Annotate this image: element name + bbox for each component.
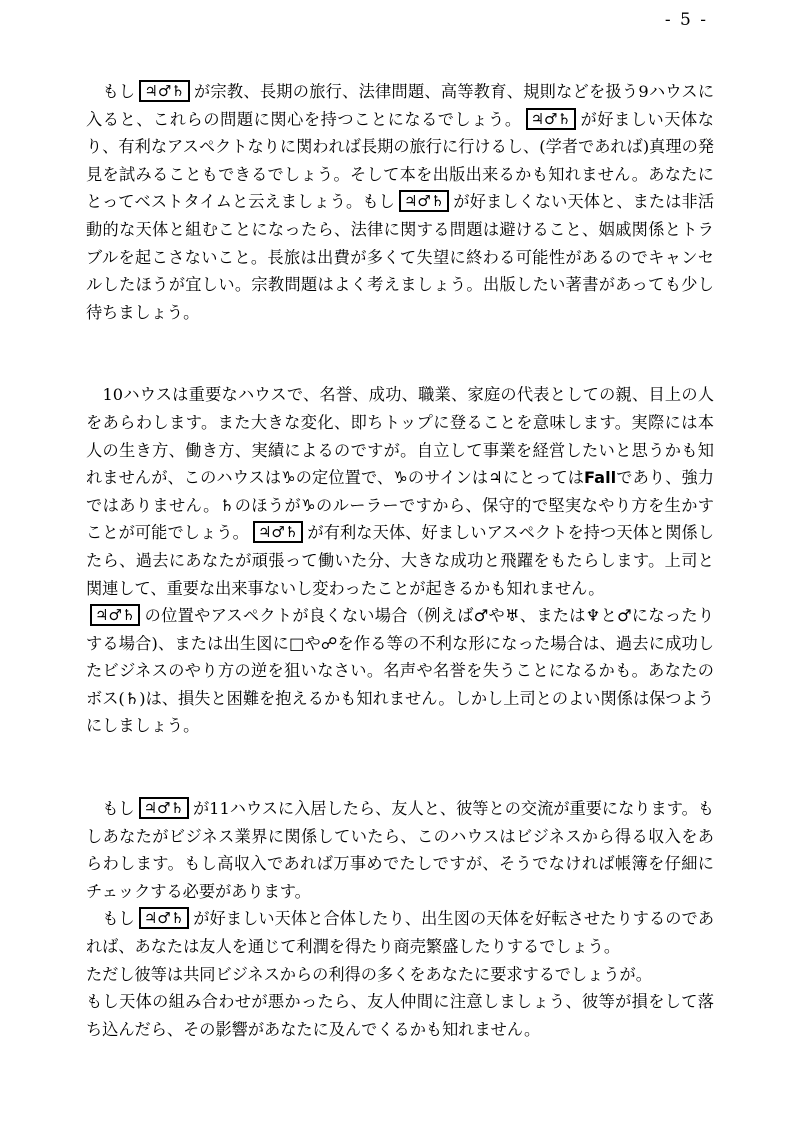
jupiter-mars-saturn-symbol-box: ♃♂♄ bbox=[139, 907, 189, 929]
paragraph-friends-profit: もし ♃♂♄ が好ましい天体と合体したり、出生図の天体を好転させたりするのであれば、あなたは友人を通じて利潤を得たり商売繁盛したりするでしょう。 bbox=[86, 909, 715, 957]
jupiter-mars-saturn-symbol-box: ♃♂♄ bbox=[526, 108, 576, 130]
uranus-icon: ♅ bbox=[505, 606, 520, 626]
capricorn-icon: ♑ bbox=[281, 468, 296, 488]
neptune-icon: ♆ bbox=[585, 606, 601, 626]
jupiter-mars-saturn-symbol-box: ♃♂♄ bbox=[139, 80, 189, 102]
paragraph-11th-house: もし ♃♂♄ が11ハウスに入居したら、友人と、彼等との交流が重要になります。もしあなたがビジネス業界に関係していたら、このハウスはビジネスから得る収入をあらわします。もし高収入であれば万事めでたしですが、そうでなければ帳簿を仔細にチェックする必要があります。 bbox=[86, 799, 714, 901]
paragraph-demand: ただし彼等は共同ビジネスからの利得の多くをあなたに要求するでしょうが。 bbox=[86, 964, 652, 984]
square-aspect-icon: □ bbox=[289, 633, 305, 653]
saturn-icon: ♄ bbox=[219, 495, 235, 515]
mars-icon: ♂ bbox=[473, 606, 489, 626]
paragraph-9th-house: もし ♃♂♄ が宗教、長期の旅行、法律問題、高等教育、規則などを扱う9ハウスに入ると、これらの問題に関心を持つことになるでしょう。 ♃♂♄ が好ましい天体なり、有利なアスペクトなりに関われば長期の旅行に行けるし、(学者であれば)真理の発見を試みることもできるでしょう。そして本を出版出来るかも知れません。あなたにとってベストタイムと云えましょう。もし ♃♂♄ が好ましくない天体と、または非活動的な天体と組むことになったら、法律に関する問題は避けること、姻戚関係とトラブルを起こさないこと。長旅は出費が多くて失望に終わる可能性があるのでキャンセルしたほうが宜しい。宗教問題はよく考えましょう。出版したい著書があっても少し待ちましょう。 bbox=[86, 82, 715, 322]
saturn-icon: ♄ bbox=[124, 688, 140, 708]
capricorn-icon: ♑ bbox=[393, 468, 408, 488]
opposition-aspect-icon: ☍ bbox=[320, 633, 338, 653]
document-body bbox=[86, 78, 714, 1043]
jupiter-mars-saturn-symbol-box: ♃♂♄ bbox=[90, 604, 140, 626]
page-number: - 5 - bbox=[664, 10, 708, 30]
jupiter-mars-saturn-symbol-box: ♃♂♄ bbox=[399, 190, 449, 212]
jupiter-mars-saturn-symbol-box: ♃♂♄ bbox=[253, 521, 303, 543]
capricorn-icon: ♑ bbox=[301, 495, 317, 515]
fall-term: Fall bbox=[584, 468, 617, 488]
paragraph-10th-house: 10ハウスは重要なハウスで、名誉、成功、職業、家庭の代表としての親、目上の人をあらわします。また大きな変化、即ちトップに登ることを意味します。実際には本人の生き方、働き方、実績によるのですが。自立して事業を経営したいと思うかも知れませんが、このハウスは♑の定位置で、♑のサインは♃にとってはFallであり、強力ではありません。♄のほうが♑のルーラーですから、保守的で堅実なやり方を生かすことが可能でしょう。 ♃♂♄ が有利な天体、好ましいアスペクトを持つ天体と関係したら、過去にあなたが頑張って働いた分、大きな成功と飛躍をもたらします。上司と関連して、重要な出来事ないし変わったことが起きるかも知れません。 bbox=[86, 385, 715, 598]
paragraph-unfavorable-aspects: ♃♂♄ の位置やアスペクトが良くない場合（例えば♂や♅、または♆と♂になったりする場合)、または出生図に□や☍を作る等の不利な形になった場合は、過去に成功したビジネスのやり方の逆を狙いなさい。名声や名誉を失うことになるかも。あなたのボス(♄)は、損失と困難を抱えるかも知れません。しかし上司とのよい関係は保つようにしましょう。 bbox=[86, 606, 715, 736]
paragraph-warning: もし天体の組み合わせが悪かったら、友人仲間に注意しましょう、彼等が損をして落ち込んだら、その影響があなたに及んでくるかも知れません。 bbox=[86, 992, 714, 1039]
mars-icon: ♂ bbox=[617, 606, 632, 626]
jupiter-mars-saturn-symbol-box: ♃♂♄ bbox=[139, 797, 189, 819]
jupiter-icon: ♃ bbox=[488, 468, 503, 488]
